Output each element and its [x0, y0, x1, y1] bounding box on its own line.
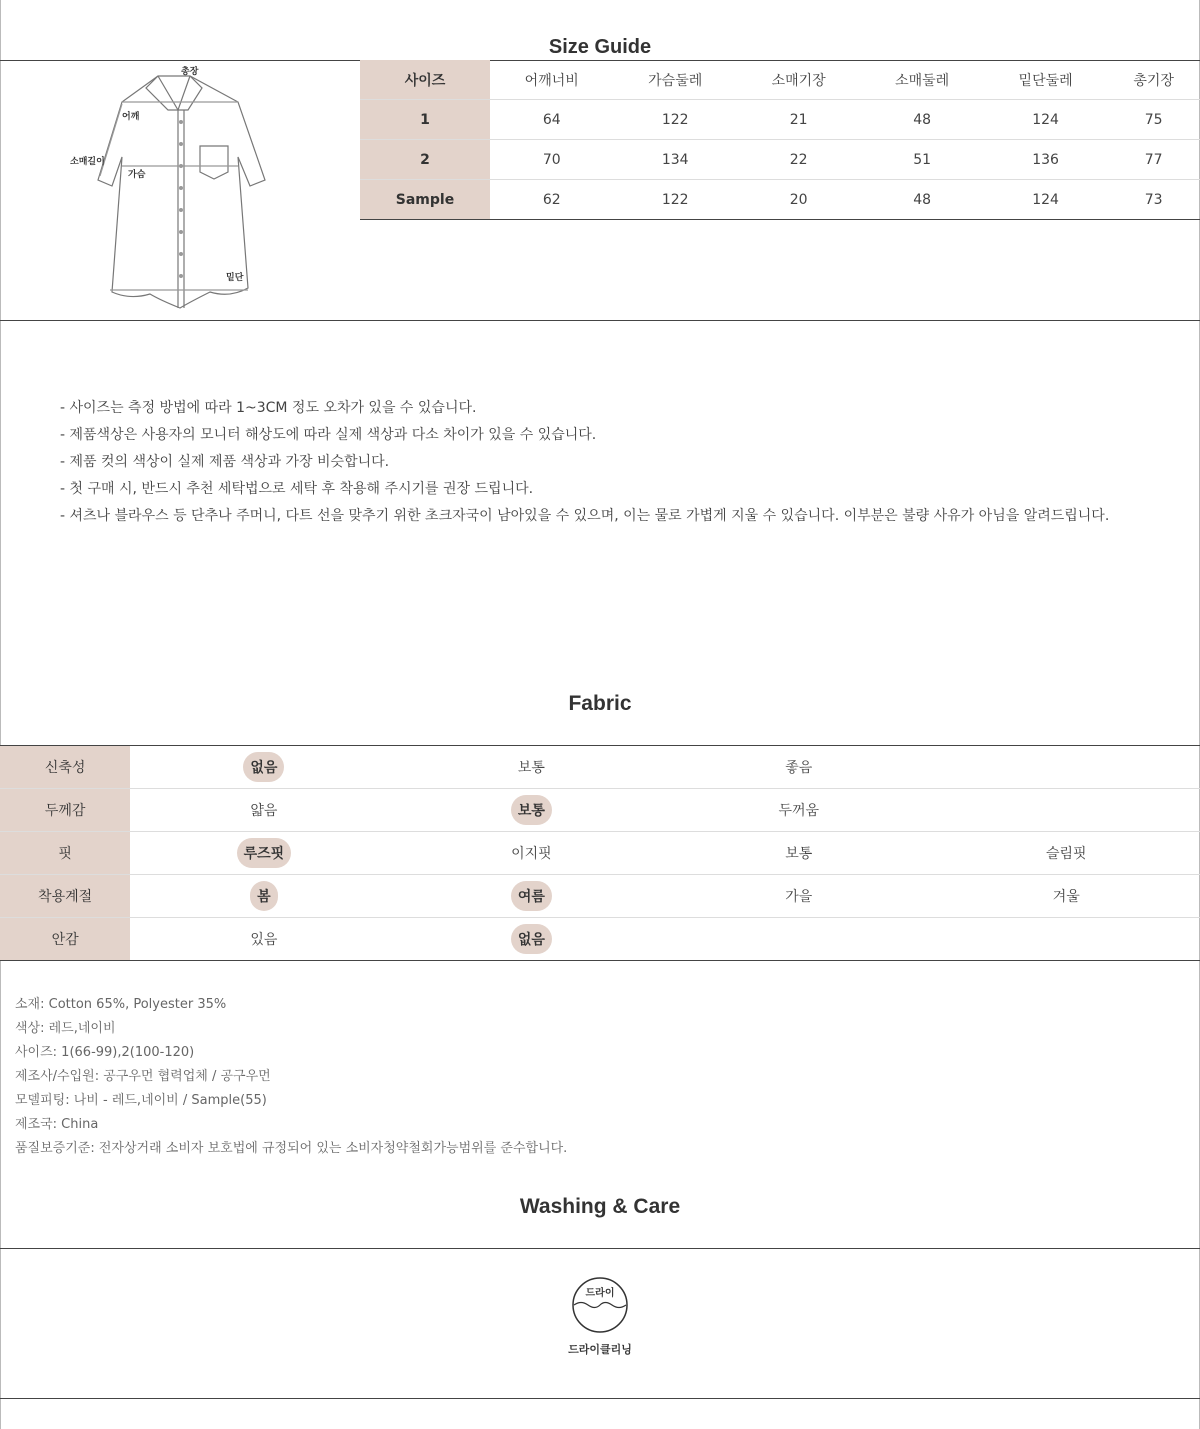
fabric-option-selected: 여름 — [511, 881, 552, 911]
fabric-option-cell — [398, 918, 665, 961]
size-cell: 134 — [613, 140, 736, 180]
fabric-option-cell — [665, 875, 932, 918]
fabric-option-cell — [398, 746, 665, 789]
diagram-label-sleeve: 소매길이 — [70, 157, 105, 167]
size-cell: 48 — [860, 100, 983, 140]
size-cell: 75 — [1107, 100, 1200, 140]
size-header: 사이즈 — [360, 60, 490, 100]
table-row — [360, 100, 1200, 140]
size-header: 가슴둘레 — [613, 60, 736, 100]
fabric-row-label: 신축성 — [0, 746, 130, 789]
fabric-option: 있음 — [250, 932, 278, 948]
fabric-option-cell — [933, 832, 1200, 875]
fabric-option-cell — [398, 789, 665, 832]
fabric-option: 두꺼움 — [778, 803, 820, 819]
note-item: - 셔츠나 블라우스 등 단추나 주머니, 다트 선을 맞추기 위한 초크자국이 남아있을 수 있으며, 이는 물로 가볍게 지울 수 있습니다. 이부분은 불량 사유가 아님을 알려드립니다. — [60, 508, 1110, 524]
size-cell: 1 — [360, 100, 490, 140]
fabric-row — [0, 918, 1200, 961]
info-item: 품질보증기준: 전자상거래 소비자 보호법에 규정되어 있는 소비자청약철회가능범위를 준수합니다. — [15, 1141, 568, 1156]
size-header: 밑단둘레 — [984, 60, 1107, 100]
size-cell: 48 — [860, 180, 983, 220]
note-item: - 제품색상은 사용자의 모니터 해상도에 따라 실제 색상과 다소 차이가 있을 수 있습니다. — [60, 427, 597, 443]
size-table-header — [360, 60, 1200, 100]
divider — [0, 320, 1200, 321]
info-item: 사이즈: 1(66-99),2(100-120) — [15, 1045, 195, 1060]
fabric-row — [0, 789, 1200, 832]
care-item — [560, 1275, 640, 1357]
fabric-option-selected: 없음 — [511, 924, 552, 954]
fabric-option-cell — [130, 746, 397, 789]
diagram-label-chest: 가슴 — [128, 170, 146, 180]
fabric-option-cell — [130, 875, 397, 918]
fabric-option-cell — [398, 875, 665, 918]
size-cell: 77 — [1107, 140, 1200, 180]
size-cell: 51 — [860, 140, 983, 180]
size-cell: 20 — [737, 180, 860, 220]
fabric-option-cell — [933, 789, 1200, 832]
fabric-row-label: 핏 — [0, 832, 130, 875]
size-header: 총기장 — [1107, 60, 1200, 100]
size-cell: 70 — [490, 140, 613, 180]
fabric-option-selected: 봄 — [250, 881, 278, 911]
size-cell: 73 — [1107, 180, 1200, 220]
fabric-option-cell — [130, 918, 397, 961]
info-item: 모델피팅: 나비 - 레드,네이비 / Sample(55) — [15, 1093, 267, 1108]
fabric-option: 얇음 — [250, 803, 278, 819]
size-cell: 124 — [984, 100, 1107, 140]
fabric-option: 보통 — [785, 846, 813, 862]
fabric-option-selected: 없음 — [243, 752, 284, 782]
fabric-option-cell — [665, 789, 932, 832]
table-row — [360, 180, 1200, 220]
fabric-option: 슬림핏 — [1045, 846, 1087, 862]
fabric-option-cell — [398, 832, 665, 875]
diagram-label-total: 총장 — [181, 67, 199, 77]
size-cell: 64 — [490, 100, 613, 140]
care-icon-text: 드라이 — [585, 1288, 615, 1299]
fabric-option: 겨울 — [1052, 889, 1080, 905]
size-cell: 62 — [490, 180, 613, 220]
fabric-option-selected: 보통 — [511, 795, 552, 825]
fabric-option: 이지핏 — [511, 846, 552, 862]
size-header: 어깨너비 — [490, 60, 613, 100]
divider — [0, 1248, 1200, 1249]
fabric-option-selected: 루즈핏 — [237, 838, 292, 868]
shirt-diagram — [60, 62, 300, 318]
info-item: 제조사/수입원: 공구우먼 협력업체 / 공구우먼 — [15, 1069, 271, 1084]
size-table — [360, 60, 1200, 220]
info-item: 색상: 레드,네이비 — [15, 1021, 116, 1036]
fabric-row-label: 착용계절 — [0, 875, 130, 918]
notes-list — [60, 395, 1109, 530]
fabric-title: Fabric — [568, 692, 632, 715]
fabric-row — [0, 746, 1200, 789]
divider — [0, 1398, 1200, 1399]
fabric-option-cell — [665, 746, 932, 789]
fabric-row — [0, 832, 1200, 875]
fabric-option-cell — [933, 918, 1200, 961]
fabric-option-cell — [130, 832, 397, 875]
info-item: 제조국: China — [15, 1117, 99, 1132]
size-cell: 21 — [737, 100, 860, 140]
fabric-option-cell — [665, 832, 932, 875]
fabric-option-cell — [130, 789, 397, 832]
fabric-option: 보통 — [517, 760, 545, 776]
note-item: - 첫 구매 시, 반드시 추천 세탁법으로 세탁 후 착용해 주시기를 권장 드립니다. — [60, 481, 534, 497]
size-cell: Sample — [360, 180, 490, 220]
diagram-label-shoulder: 어깨 — [122, 112, 140, 122]
table-row — [360, 140, 1200, 180]
fabric-row-label: 안감 — [0, 918, 130, 961]
care-label: 드라이클리닝 — [568, 1343, 632, 1356]
fabric-option-cell — [933, 875, 1200, 918]
size-cell: 122 — [613, 100, 736, 140]
fabric-option-cell — [933, 746, 1200, 789]
divider — [0, 960, 1200, 961]
fabric-option-cell — [665, 918, 932, 961]
fabric-table — [0, 746, 1200, 960]
fabric-row-label: 두께감 — [0, 789, 130, 832]
fabric-row — [0, 875, 1200, 918]
size-header: 소매둘레 — [860, 60, 983, 100]
size-header: 소매기장 — [737, 60, 860, 100]
size-cell: 122 — [613, 180, 736, 220]
product-info — [15, 993, 567, 1161]
diagram-label-hem: 밑단 — [226, 273, 244, 283]
size-cell: 2 — [360, 140, 490, 180]
fabric-option: 좋음 — [785, 760, 813, 776]
size-guide-title: Size Guide — [548, 36, 652, 58]
size-cell: 124 — [984, 180, 1107, 220]
info-item: 소재: Cotton 65%, Polyester 35% — [15, 997, 227, 1012]
care-title: Washing & Care — [519, 1195, 681, 1218]
size-cell: 22 — [737, 140, 860, 180]
size-cell: 136 — [984, 140, 1107, 180]
note-item: - 제품 컷의 색상이 실제 제품 색상과 가장 비슷합니다. — [60, 454, 390, 470]
fabric-option: 가을 — [785, 889, 813, 905]
note-item: - 사이즈는 측정 방법에 따라 1~3CM 정도 오차가 있을 수 있습니다. — [60, 400, 477, 416]
